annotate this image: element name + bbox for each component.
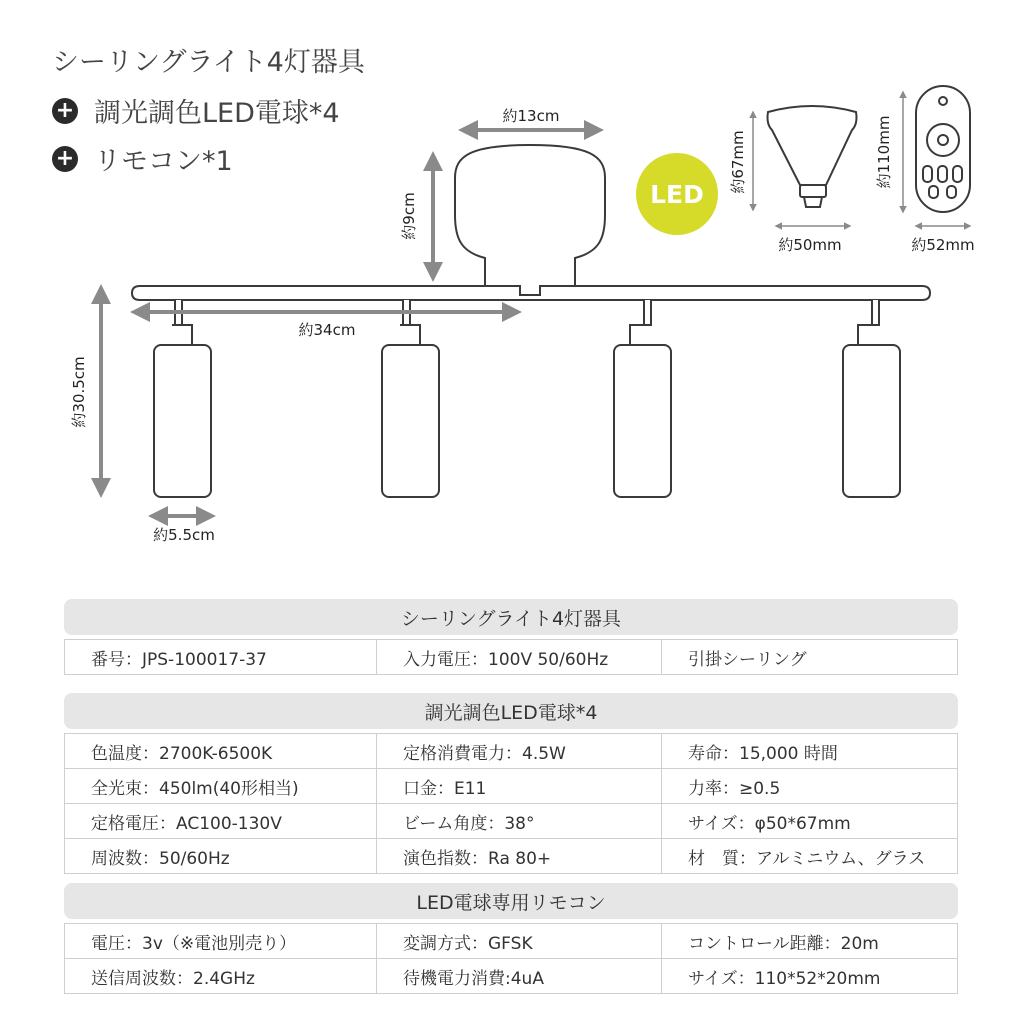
table-row — [65, 839, 958, 874]
spec-cell: 入力電圧：100V 50/60Hz — [377, 640, 662, 675]
spec-cell: 全光束：450lm(40形相当) — [65, 769, 377, 804]
spec-cell: 引掛シーリング — [662, 640, 958, 675]
spec-cell: 寿命：15,000 時間 — [662, 734, 958, 769]
spec-cell: 材 質：アルミニウム、グラス — [662, 839, 958, 874]
spec-section-remote — [64, 883, 958, 994]
table-row — [65, 734, 958, 769]
spec-table — [64, 923, 958, 994]
remote-height-label: 約110mm — [875, 115, 893, 189]
spec-cell: 口金：E11 — [377, 769, 662, 804]
spec-section-bulb — [64, 693, 958, 874]
spotlight-2 — [382, 300, 439, 497]
total-height-label: 約30.5cm — [70, 356, 88, 428]
canopy-height-label: 約9cm — [400, 192, 418, 240]
table-row — [65, 804, 958, 839]
canopy-outline — [455, 145, 605, 285]
remote-width-label: 約52mm — [911, 236, 975, 254]
spec-cell: 定格消費電力：4.5W — [377, 734, 662, 769]
spec-section-title: LED電球専用リモコン — [64, 883, 958, 919]
plus-icon: + — [52, 146, 78, 172]
include-bulbs-label: 調光調色LED電球*4 — [94, 98, 340, 129]
remote-control-icon — [916, 86, 970, 212]
spec-cell: コントロール距離：20m — [662, 924, 958, 959]
spec-table — [64, 733, 958, 874]
spot-width-label: 約5.5cm — [153, 526, 215, 544]
plus-icon: + — [52, 98, 78, 124]
bulb-height-label: 約67mm — [729, 130, 747, 194]
spec-cell: 力率：≥0.5 — [662, 769, 958, 804]
table-row — [65, 640, 958, 675]
arm-length-label: 約34cm — [298, 321, 356, 339]
led-bulb-icon — [768, 106, 857, 207]
canopy-width-label: 約13cm — [502, 107, 560, 125]
spec-cell: サイズ：110*52*20mm — [662, 959, 958, 994]
table-row — [65, 924, 958, 959]
spotlight-4 — [843, 300, 900, 497]
table-row — [65, 959, 958, 994]
spec-cell: 定格電圧：AC100-130V — [65, 804, 377, 839]
spec-section-fixture — [64, 599, 958, 675]
spotlight-1 — [154, 300, 211, 497]
spec-table — [64, 639, 958, 675]
table-row — [65, 769, 958, 804]
spec-cell: 周波数：50/60Hz — [65, 839, 377, 874]
spec-cell: 演色指数：Ra 80+ — [377, 839, 662, 874]
page-title: シーリングライト4灯器具 — [52, 47, 365, 78]
include-remote-label: リモコン*1 — [94, 146, 233, 177]
bulb-width-label: 約50mm — [778, 236, 842, 254]
led-badge: LED — [636, 153, 718, 235]
ceiling-bar — [132, 286, 930, 300]
spec-cell: 電圧：3v（※電池別売り） — [65, 924, 377, 959]
spec-cell: ビーム角度：38° — [377, 804, 662, 839]
spec-section-title: 調光調色LED電球*4 — [64, 693, 958, 729]
spec-cell: サイズ：φ50*67mm — [662, 804, 958, 839]
spec-cell: 色温度：2700K-6500K — [65, 734, 377, 769]
spec-cell: 送信周波数：2.4GHz — [65, 959, 377, 994]
spec-cell: 番号：JPS-100017-37 — [65, 640, 377, 675]
spec-section-title: シーリングライト4灯器具 — [64, 599, 958, 635]
spotlight-3 — [614, 300, 671, 497]
spec-cell: 変調方式：GFSK — [377, 924, 662, 959]
spec-cell: 待機電力消費:4uA — [377, 959, 662, 994]
